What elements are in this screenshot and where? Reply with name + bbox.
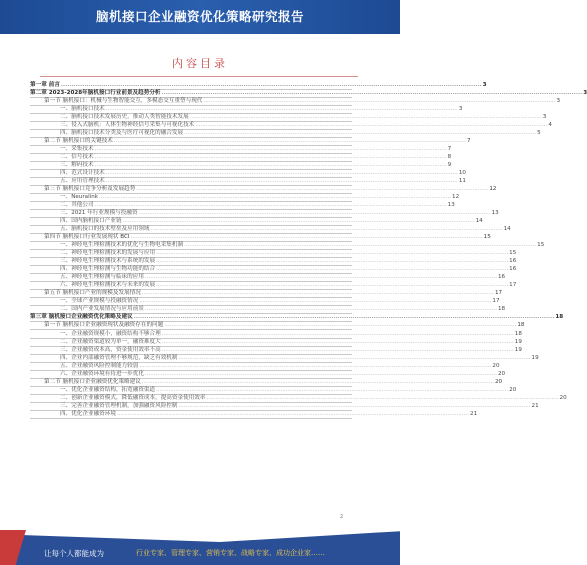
toc-entry[interactable] <box>30 354 539 363</box>
toc-entry-text: 一、神经电生理检测技术的优化与生物电采集机制 <box>60 242 184 249</box>
toc-entry-page: 3 <box>583 90 587 97</box>
table-of-contents <box>30 82 587 419</box>
toc-dot-leader <box>138 210 492 217</box>
toc-entry-text: 三、完善企业融资管理机制，加强融资风险控制 <box>60 402 178 409</box>
toc-entry-text: 第一节 脑机接口：机械与生物智能交互，多模态交互重塑与现代 <box>44 98 203 105</box>
toc-entry-page: 7 <box>466 138 471 145</box>
toc-dot-leader <box>138 363 492 370</box>
toc-dot-leader <box>150 226 504 233</box>
toc-entry-text: 第五节 脑机接口产业的规模及发展情况 <box>44 290 141 297</box>
toc-entry[interactable] <box>30 122 552 130</box>
toc-dot-leader <box>94 162 448 169</box>
toc-entry[interactable] <box>30 402 539 411</box>
footer-slogan-right: 行业专家、管理专家、营销专家、战略专家、成功企业家…… <box>136 549 325 557</box>
toc-entry-text: 第三节 脑机接口竞争分析及发展趋势 <box>44 186 136 193</box>
toc-entry-text: 五、神经电生理检测与临床的应用 <box>60 274 144 281</box>
toc-entry-page: 16 <box>509 266 517 273</box>
toc-entry[interactable] <box>30 130 541 138</box>
toc-dot-leader <box>94 154 448 161</box>
toc-entry-text: 第二章 2023-2028年脑机接口行业前景及趋势分析 <box>30 90 161 97</box>
toc-entry-page: 20 <box>509 386 517 393</box>
toc-entry-text: 一、全球产业规模与投融资情况 <box>60 298 139 305</box>
page-number: 2 <box>340 514 344 520</box>
toc-dot-leader <box>202 98 556 105</box>
toc-entry-text: 三、神经电生理检测技术与系统的发展 <box>60 258 156 265</box>
toc-entry-text: 五、企业融资风险控制能力较弱 <box>60 362 139 369</box>
toc-entry-text: 一、脑机接口技术 <box>60 106 105 113</box>
toc-entry-text: 二、创新企业融资模式，降低融资成本，提高资金使用效率 <box>60 394 206 401</box>
toc-entry-text: 一、Neuralink <box>60 194 98 201</box>
toc-entry-text: 一、采集技术 <box>60 146 94 153</box>
toc-entry-page: 16 <box>509 258 517 265</box>
toc-dot-leader <box>161 347 515 354</box>
toc-heading-divider <box>40 76 358 77</box>
toc-dot-leader <box>155 250 509 257</box>
toc-dot-leader <box>155 282 509 289</box>
toc-dot-leader <box>155 266 509 273</box>
toc-entry-page: 21 <box>531 402 539 409</box>
toc-dot-leader <box>141 379 495 386</box>
toc-entry-page: 20 <box>492 362 500 369</box>
toc-entry-text: 二、神经电生理检测技术的发展与应用 <box>60 250 156 257</box>
toc-entry-text: 二、企业融资渠道较为单一，融资难度大 <box>60 338 161 345</box>
toc-dot-leader <box>98 194 452 201</box>
toc-entry-page: 8 <box>447 154 452 161</box>
toc-dot-leader <box>116 411 470 418</box>
toc-entry-page: 3 <box>556 98 561 105</box>
toc-entry[interactable] <box>30 410 478 419</box>
toc-entry[interactable] <box>30 114 547 122</box>
toc-entry-text: 一、企业融资规模小，融资结构不够合理 <box>60 330 161 337</box>
toc-entry-page: 5 <box>537 130 541 137</box>
toc-dot-leader <box>60 82 483 89</box>
toc-entry-page: 17 <box>509 282 517 289</box>
toc-entry-text: 四、范式设计技术 <box>60 170 105 177</box>
footer-accent-stripe <box>0 530 26 565</box>
toc-dot-leader <box>155 258 509 265</box>
toc-dot-leader <box>161 90 584 97</box>
toc-entry-page: 18 <box>555 314 564 321</box>
toc-entry-text: 第二节 脑机接口的关键技术 <box>44 138 113 145</box>
toc-entry-page: 16 <box>497 274 506 281</box>
toc-dot-leader <box>105 106 459 113</box>
toc-dot-leader <box>94 202 448 209</box>
toc-entry-page: 9 <box>447 162 452 169</box>
toc-entry-text: 六、神经电生理检测技术与未来的发展 <box>60 282 156 289</box>
toc-entry[interactable] <box>30 154 452 162</box>
toc-heading: 内容目录 <box>172 57 228 70</box>
toc-entry[interactable] <box>30 90 587 98</box>
toc-entry-page: 18 <box>497 306 506 313</box>
toc-dot-leader <box>105 178 459 185</box>
toc-entry-text: 三、企业融资成本高，资金使用效率不高 <box>60 346 161 353</box>
toc-entry[interactable] <box>30 162 452 170</box>
toc-entry[interactable] <box>30 378 503 387</box>
toc-dot-leader <box>105 170 459 177</box>
toc-dot-leader <box>177 355 531 362</box>
toc-dot-leader <box>144 371 498 378</box>
toc-entry[interactable] <box>30 98 561 106</box>
toc-entry[interactable] <box>30 138 471 146</box>
toc-entry-text: 四、国内脑机接口产业链 <box>60 218 122 225</box>
toc-entry[interactable] <box>30 322 525 330</box>
toc-entry-text: 第一章 前言 <box>30 82 60 89</box>
toc-dot-leader <box>133 314 556 321</box>
toc-entry[interactable] <box>30 394 567 403</box>
toc-entry-page: 3 <box>482 82 487 89</box>
toc-entry-text: 四、企业内部融资管理不够规范，缺乏有效机制 <box>60 354 178 361</box>
toc-dot-leader <box>161 339 515 346</box>
toc-dot-leader <box>122 218 476 225</box>
toc-entry-page: 12 <box>452 194 460 201</box>
toc-entry-text: 三、侵入式脑机：人体生物神经信号采集与可视化技术 <box>60 122 195 129</box>
toc-dot-leader <box>135 186 489 193</box>
toc-entry[interactable] <box>30 362 500 371</box>
toc-dot-leader <box>161 331 515 338</box>
toc-entry-text: 二、国内产业发展情况与应用前景 <box>60 306 144 313</box>
toc-entry-text: 第二节 脑机接口企业融资优化策略建议 <box>44 378 141 385</box>
toc-entry[interactable] <box>30 386 517 395</box>
footer-wedge-decoration <box>0 530 400 542</box>
toc-entry-page: 14 <box>503 226 511 233</box>
toc-entry-page: 3 <box>542 114 547 121</box>
toc-dot-leader <box>177 403 531 410</box>
toc-dot-leader <box>144 274 498 281</box>
toc-entry[interactable] <box>30 170 466 178</box>
toc-entry-page: 18 <box>517 322 525 329</box>
footer-slogan-left: 让每个人都能成为 <box>44 549 104 558</box>
toc-dot-leader <box>141 290 495 297</box>
toc-entry-page: 14 <box>475 218 483 225</box>
toc-entry-page: 21 <box>470 410 478 417</box>
toc-entry-page: 15 <box>483 234 491 241</box>
toc-entry[interactable] <box>30 370 506 379</box>
toc-entry-page: 15 <box>537 242 545 249</box>
toc-entry-text: 三、2021 年行业规模与投融资 <box>60 210 138 217</box>
toc-dot-leader <box>94 146 448 153</box>
toc-entry-page: 3 <box>458 106 463 113</box>
toc-dot-leader <box>183 242 537 249</box>
toc-entry-page: 10 <box>458 170 466 177</box>
toc-entry-text: 四、优化企业融资环境 <box>60 410 116 417</box>
toc-entry-page: 12 <box>489 186 497 193</box>
toc-entry-page: 19 <box>531 354 539 361</box>
toc-entry-text: 二、脑机接口技术发展历史，推动人类智能技术发展 <box>60 114 189 121</box>
toc-entry-page: 4 <box>548 122 552 129</box>
toc-entry-text: 二、其他公司 <box>60 202 94 209</box>
toc-entry-page: 15 <box>509 250 517 257</box>
toc-entry-page: 20 <box>497 370 506 377</box>
toc-entry[interactable] <box>30 186 497 194</box>
toc-entry-text: 第四节 脑机接口行业发展现状 BCI <box>44 234 130 241</box>
toc-dot-leader <box>155 387 509 394</box>
toc-dot-leader <box>163 322 517 329</box>
toc-entry-page: 7 <box>447 146 452 153</box>
toc-dot-leader <box>194 122 548 129</box>
toc-dot-leader <box>113 138 467 145</box>
report-title-banner <box>0 0 400 34</box>
toc-entry-text: 五、脑机接口的技术壁垒及应用领域 <box>60 226 150 233</box>
report-title: 脑机接口企业融资优化策略研究报告 <box>95 9 304 24</box>
toc-entry-page: 20 <box>559 394 567 401</box>
toc-entry-text: 二、信号技术 <box>60 154 94 161</box>
toc-entry-page: 20 <box>494 378 503 385</box>
toc-entry-text: 五、应用管理技术 <box>60 178 105 185</box>
toc-dot-leader <box>130 234 484 241</box>
toc-entry-page: 13 <box>447 202 455 209</box>
toc-entry[interactable] <box>30 330 522 338</box>
toc-entry-text: 六、企业融资环境有待进一步优化 <box>60 370 144 377</box>
toc-entry-text: 第一节 脑机接口企业融资现状及融资存在的问题 <box>44 322 164 329</box>
toc-entry[interactable] <box>30 338 522 347</box>
toc-entry-text: 四、神经电生理检测与生物功能的结合 <box>60 266 156 273</box>
toc-entry-page: 19 <box>514 338 522 345</box>
toc-entry-page: 17 <box>494 290 503 297</box>
toc-entry-page: 18 <box>514 330 522 337</box>
toc-entry-text: 四、脑机接口技术分类及与医疗可视化的融合发展 <box>60 130 184 137</box>
toc-entry[interactable] <box>30 146 452 154</box>
toc-entry-page: 17 <box>492 298 500 305</box>
toc-entry-page: 13 <box>491 210 499 217</box>
toc-dot-leader <box>205 395 559 402</box>
toc-entry-text: 第三章 脑机接口企业融资优化策略及建议 <box>30 314 133 321</box>
toc-entry[interactable] <box>30 178 466 186</box>
toc-entry[interactable] <box>30 106 463 114</box>
toc-entry-page: 19 <box>514 346 522 353</box>
toc-dot-leader <box>183 130 537 137</box>
toc-entry[interactable] <box>30 82 487 90</box>
toc-entry-text: 三、解码技术 <box>60 162 94 169</box>
toc-dot-leader <box>138 298 492 305</box>
toc-entry-page: 11 <box>458 178 466 185</box>
toc-entry[interactable] <box>30 346 522 355</box>
footer-banner <box>0 530 400 565</box>
toc-dot-leader <box>144 306 498 313</box>
toc-entry-text: 一、优化企业融资结构，拓宽融资渠道 <box>60 386 156 393</box>
toc-dot-leader <box>189 114 543 121</box>
